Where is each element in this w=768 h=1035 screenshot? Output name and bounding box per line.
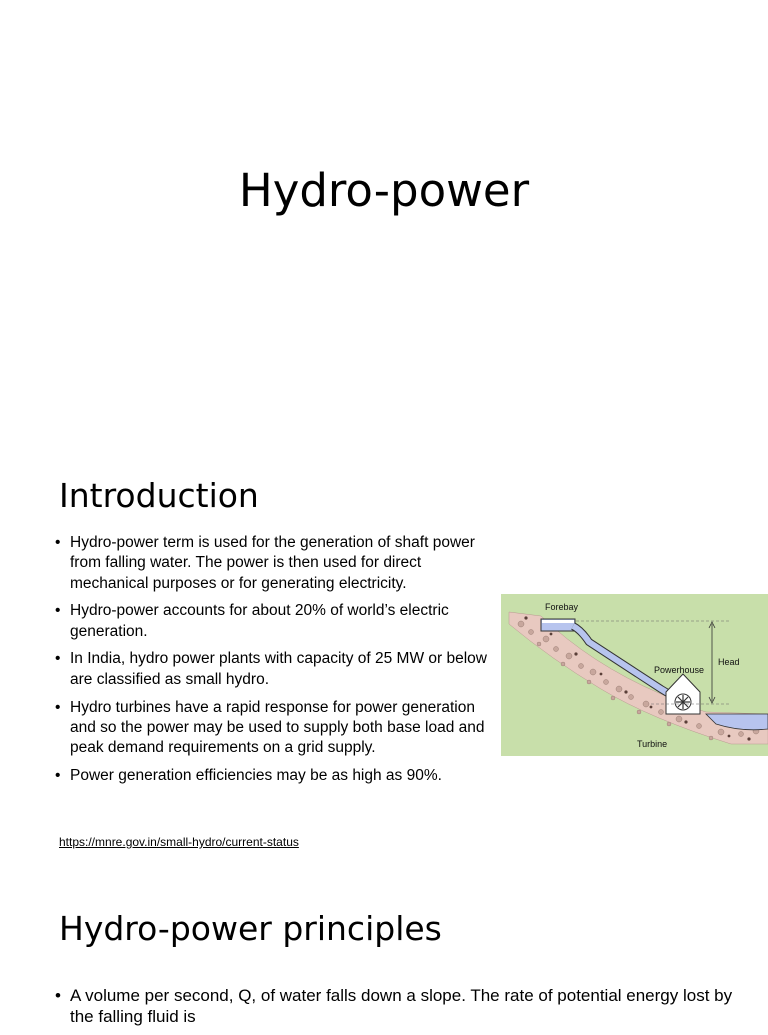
slide-title: Hydro-power — [238, 164, 530, 217]
list-item — [55, 601, 500, 642]
principles-bullet-list — [55, 985, 745, 1035]
bullet-text: In India, hydro power plants with capacity of 25 MW or below are classified as small hydro. — [70, 650, 487, 688]
bullet-marker: • — [55, 534, 61, 551]
turbine-label: Turbine — [637, 739, 668, 749]
bullet-text: A volume per second, Q, of water falls down a slope. The rate of potential energy lost by the falling fluid is — [70, 986, 733, 1026]
hydro-scheme-diagram — [501, 594, 768, 756]
list-item — [55, 766, 500, 786]
bullet-text: Power generation efficiencies may be as high as 90%. — [70, 766, 442, 784]
introduction-heading: Introduction — [59, 476, 259, 515]
list-item — [55, 985, 745, 1027]
bullet-marker: • — [55, 698, 61, 716]
bullet-text: Hydro-power accounts for about 20% of world’s electric generation. — [70, 602, 449, 640]
hydro-scheme-illustration — [501, 594, 768, 756]
list-item — [55, 533, 500, 594]
head-label: Head — [718, 657, 740, 667]
bullet-marker: • — [55, 602, 61, 620]
list-item — [55, 698, 500, 759]
bullet-text: Hydro turbines have a rapid response for power generation and so the power may be used to supply both base load and peak demand requirements on a grid supply. — [70, 698, 485, 757]
bullet-marker: • — [55, 650, 61, 668]
bullet-marker: • — [55, 986, 61, 1005]
list-item — [55, 649, 500, 690]
source-link[interactable]: https://mnre.gov.in/small-hydro/current-status — [59, 835, 299, 849]
forebay-label: Forebay — [545, 602, 579, 612]
principles-heading: Hydro-power principles — [59, 909, 442, 948]
bullet-text: Hydro-power term is used for the generation of shaft power from falling water. The power is then used for direct mechanical purposes or for generating electricity. — [70, 534, 475, 592]
introduction-bullet-list — [55, 533, 500, 794]
powerhouse-label: Powerhouse — [654, 665, 705, 675]
bullet-marker: • — [55, 766, 61, 784]
